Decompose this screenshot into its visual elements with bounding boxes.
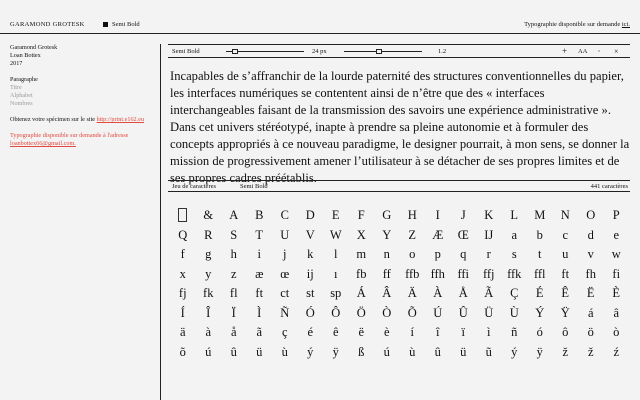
- glyph-cell[interactable]: Ì: [257, 305, 262, 320]
- nav-item-paragraphe[interactable]: Paragraphe: [10, 76, 38, 83]
- glyph-cell[interactable]: à: [205, 325, 212, 339]
- glyph-cell[interactable]: A: [229, 208, 239, 222]
- glyph-cell[interactable]: p: [434, 247, 441, 261]
- nav-item-nombres[interactable]: Nombres: [10, 100, 33, 107]
- glyph-cell[interactable]: ú: [383, 344, 390, 359]
- glyph-cell[interactable]: ffh: [430, 266, 445, 281]
- glyph-cell[interactable]: Ÿ: [560, 305, 570, 320]
- glyph-cell[interactable]: S: [230, 227, 238, 242]
- nav-item-alphabet[interactable]: Alphabet: [10, 92, 33, 99]
- glyph-cell[interactable]: g: [205, 247, 212, 261]
- glyph-cell[interactable]: sp: [330, 286, 342, 300]
- contact-note: [10, 132, 158, 148]
- glyph-cell[interactable]: ffj: [482, 266, 495, 281]
- glyph-cell[interactable]: Y: [382, 227, 392, 242]
- glyph-cell[interactable]: X: [356, 227, 366, 242]
- glyph-cell[interactable]: î: [436, 325, 440, 339]
- glyph-cell[interactable]: Ë: [586, 286, 595, 300]
- glyph-cell[interactable]: r: [486, 247, 491, 261]
- font-name: Garamond Grotesk: [10, 44, 58, 51]
- contact-email-link[interactable]: loanbottex66@gmail.com.: [10, 140, 76, 147]
- glyph-cell[interactable]: û: [230, 344, 237, 359]
- glyph-cell[interactable]: è: [383, 325, 390, 339]
- glyph-cell[interactable]: L: [510, 208, 519, 222]
- glyph-cell[interactable]: ÿ: [536, 344, 543, 359]
- glyph-cell[interactable]: ź: [613, 344, 620, 359]
- glyph-cell[interactable]: P: [612, 208, 620, 222]
- glyph-cell[interactable]: l: [334, 247, 338, 261]
- line-height-slider[interactable]: [344, 51, 422, 52]
- glyph-cell[interactable]: fi: [612, 266, 621, 281]
- glyph-cell[interactable]: Ù: [509, 305, 519, 320]
- case-toggle-icon[interactable]: AA: [578, 48, 588, 55]
- glyph-cell[interactable]: c: [562, 227, 569, 242]
- glyph-cell[interactable]: Á: [356, 286, 366, 300]
- glyph-cell[interactable]: I: [435, 208, 440, 222]
- specimen-text[interactable]: Incapables de s’affranchir de la lourde paternité des structures conventionnelles du papier, les interfaces numériques se contentent ainsi de n’être que des « interfaces interchangeables faisant de la transmission des savoirs une expérience administrative ». Dans cet univers stéréotypé, inapte à prendre sa pleine autonomie et à formuler des concepts appropriés à ce nouveau paradigme, le designer pourrait, à mon sens, se donner la mission de progressivement amener l’utilisateur à se détacher de ses propres limites et de ses propres cadres préétablis.: [170, 69, 630, 185]
- nav-item-titre[interactable]: Titre: [10, 84, 22, 91]
- glyph-cell[interactable]: a: [511, 227, 518, 242]
- style-dropdown[interactable]: Semi Bold: [172, 48, 200, 55]
- glyph-cell[interactable]: Ã: [484, 286, 494, 300]
- glyph-cell[interactable]: st: [306, 286, 315, 300]
- glyph-cell[interactable]: ò: [613, 325, 620, 339]
- size-value: 24 px: [312, 48, 327, 55]
- glyph-cell[interactable]: ë: [358, 325, 365, 339]
- glyph-cell[interactable]: ù: [281, 344, 288, 359]
- year: 2017: [10, 60, 23, 67]
- glyph-cell[interactable]: s: [511, 247, 517, 261]
- glyph-cell[interactable]: Å: [458, 286, 468, 300]
- glyph-cell[interactable]: R: [204, 227, 213, 242]
- glyph-cell[interactable]: ff: [382, 266, 391, 281]
- invert-icon[interactable]: ◦: [598, 48, 601, 55]
- glyph-cell[interactable]: ç: [281, 325, 288, 339]
- contact-note-text: Typographie disponible sur demande à l'adresse: [10, 132, 129, 139]
- glyph-cell[interactable]: b: [536, 227, 543, 242]
- glyph-cell[interactable]: Ô: [331, 305, 341, 320]
- specimen-link[interactable]: http://print.e162.eu: [96, 116, 145, 123]
- specimen-note: [10, 116, 158, 124]
- style-selector-label: Semi Bold: [112, 21, 140, 28]
- glyph-cell[interactable]: ã: [256, 325, 263, 339]
- glyph-cell[interactable]: n: [383, 247, 390, 261]
- glyph-cell[interactable]: ü: [460, 344, 467, 359]
- glyph-cell[interactable]: û: [434, 344, 441, 359]
- glyph-cell[interactable]: ffk: [507, 266, 522, 281]
- line-height-value: 1.2: [438, 48, 447, 55]
- glyph-cell[interactable]: É: [535, 286, 544, 300]
- top-bar: [0, 0, 640, 34]
- glyph-cell[interactable]: Ç: [510, 286, 519, 300]
- glyph-cell[interactable]: ú: [205, 344, 212, 359]
- charset-title: Jeu de caractères: [172, 183, 217, 190]
- glyph-cell[interactable]: V: [305, 227, 315, 242]
- glyph-cell[interactable]: Ó: [305, 305, 315, 320]
- glyph-cell[interactable]: i: [257, 247, 261, 261]
- sidebar: [10, 44, 158, 148]
- glyph-cell[interactable]: U: [280, 227, 290, 242]
- glyph-cell[interactable]: ž: [562, 344, 569, 359]
- divider: [160, 44, 161, 400]
- glyph-cell[interactable]: ffi: [457, 266, 470, 281]
- glyph-cell[interactable]: ı: [334, 266, 338, 281]
- charset-style[interactable]: Semi Bold: [240, 183, 268, 190]
- glyph-cell[interactable]: m: [356, 247, 367, 261]
- glyph-cell[interactable]: Æ: [432, 227, 444, 242]
- glyph-cell[interactable]: Ö: [356, 305, 366, 320]
- glyph-cell[interactable]: Ü: [484, 305, 494, 320]
- glyph-cell[interactable]: G: [382, 208, 392, 222]
- glyph-cell[interactable]: ó: [536, 325, 543, 339]
- glyph-cell[interactable]: Ý: [535, 305, 545, 320]
- glyph-cell[interactable]: K: [484, 208, 494, 222]
- glyph-cell[interactable]: W: [329, 227, 342, 242]
- glyph-cell[interactable]: k: [307, 247, 314, 261]
- glyph-cell[interactable]: ffl: [533, 266, 546, 281]
- brand-title[interactable]: GARAMOND GROTESK: [10, 21, 85, 28]
- glyph-cell[interactable]: t: [538, 247, 542, 261]
- glyph-cell[interactable]: Î: [206, 305, 211, 320]
- glyph-cell[interactable]: æ: [255, 266, 264, 281]
- glyph-cell[interactable]: v: [587, 247, 594, 261]
- glyph-cell[interactable]: ft: [561, 266, 570, 281]
- glyph-cell[interactable]: fk: [203, 286, 214, 300]
- glyph-cell[interactable]: T: [255, 227, 264, 242]
- glyph-cell[interactable]: u: [562, 247, 569, 261]
- glyph-cell[interactable]: Õ: [407, 305, 417, 320]
- glyph-cell[interactable]: M: [534, 208, 546, 222]
- add-icon[interactable]: +: [562, 46, 568, 56]
- glyph-cell[interactable]: Q: [178, 227, 188, 242]
- glyph-cell[interactable]: á: [587, 305, 594, 320]
- glyph-cell[interactable]: fb: [356, 266, 367, 281]
- glyph-cell[interactable]: F: [357, 208, 365, 222]
- glyph-cell[interactable]: ö: [587, 325, 594, 339]
- style-selector[interactable]: [103, 21, 140, 28]
- availability-link[interactable]: ici.: [621, 21, 630, 28]
- glyph-cell[interactable]: E: [331, 208, 340, 222]
- glyph-cell[interactable]: ß: [358, 344, 365, 359]
- glyph-cell[interactable]: IJ: [484, 227, 494, 242]
- glyph-cell[interactable]: h: [230, 247, 237, 261]
- line-height-slider-handle[interactable]: [376, 49, 382, 54]
- glyph-cell[interactable]: ä: [179, 325, 186, 339]
- glyph-notdef[interactable]: [178, 208, 187, 222]
- glyph-cell[interactable]: fj: [178, 286, 187, 300]
- glyph-cell[interactable]: Â: [382, 286, 392, 300]
- glyph-cell[interactable]: y: [205, 266, 212, 281]
- glyph-cell[interactable]: ô: [562, 325, 569, 339]
- glyph-cell[interactable]: O: [586, 208, 596, 222]
- glyph-cell[interactable]: À: [433, 286, 443, 300]
- glyph-cell[interactable]: ý: [511, 344, 518, 359]
- glyph-cell[interactable]: Û: [458, 305, 468, 320]
- glyph-cell[interactable]: ij: [306, 266, 314, 281]
- glyph-cell[interactable]: q: [460, 247, 467, 261]
- glyph-cell[interactable]: œ: [280, 266, 290, 281]
- charset-count: 441 caractères: [590, 183, 628, 190]
- glyph-cell[interactable]: d: [587, 227, 594, 242]
- glyph-cell[interactable]: J: [460, 208, 466, 222]
- glyph-cell[interactable]: w: [611, 247, 621, 261]
- availability-note: [524, 21, 630, 28]
- glyph-cell[interactable]: C: [280, 208, 289, 222]
- glyph-cell[interactable]: ý: [307, 344, 314, 359]
- size-slider[interactable]: [226, 51, 304, 52]
- glyph-cell[interactable]: H: [407, 208, 417, 222]
- glyph-cell[interactable]: o: [409, 247, 416, 261]
- glyph-cell[interactable]: fh: [585, 266, 596, 281]
- glyph-cell[interactable]: ü: [256, 344, 263, 359]
- glyph-cell[interactable]: Ï: [231, 305, 236, 320]
- glyph-cell[interactable]: í: [410, 325, 414, 339]
- glyph-cell[interactable]: ct: [280, 286, 290, 300]
- glyph-cell[interactable]: Ú: [433, 305, 443, 320]
- glyph-cell[interactable]: Í: [180, 305, 185, 320]
- glyph-cell[interactable]: õ: [179, 344, 186, 359]
- close-icon[interactable]: ×: [614, 47, 619, 56]
- glyph-cell[interactable]: È: [612, 286, 621, 300]
- author-name: Loan Bottex: [10, 52, 41, 59]
- availability-text: Typographie disponible sur demande: [524, 21, 622, 28]
- glyph-cell[interactable]: å: [230, 325, 237, 339]
- glyph-cell[interactable]: f: [180, 247, 185, 261]
- glyph-cell[interactable]: Ò: [382, 305, 392, 320]
- glyph-cell[interactable]: ffb: [405, 266, 420, 281]
- glyph-cell[interactable]: Ñ: [280, 305, 290, 320]
- glyph-cell[interactable]: j: [283, 247, 287, 261]
- glyph-cell[interactable]: z: [230, 266, 237, 281]
- glyph-cell[interactable]: ñ: [511, 325, 518, 339]
- controls-bar: [168, 44, 630, 58]
- glyph-cell[interactable]: ù: [409, 344, 416, 359]
- glyph-cell[interactable]: Z: [408, 227, 417, 242]
- glyph-cell[interactable]: é: [307, 325, 314, 339]
- glyph-cell[interactable]: ÿ: [332, 344, 339, 359]
- specimen-note-text: Obtenez votre spécimen sur le site: [10, 116, 97, 123]
- square-icon: [103, 22, 108, 27]
- glyph-cell[interactable]: ũ: [485, 344, 492, 359]
- glyph-cell[interactable]: B: [255, 208, 264, 222]
- glyph-cell[interactable]: Ä: [407, 286, 417, 300]
- glyph-cell[interactable]: fl: [229, 286, 238, 300]
- glyph-cell[interactable]: ft: [255, 286, 264, 300]
- charset-header: [168, 180, 630, 192]
- glyph-cell[interactable]: Œ: [457, 227, 469, 242]
- glyph-cell[interactable]: N: [560, 208, 570, 222]
- glyph-cell[interactable]: D: [305, 208, 315, 222]
- size-slider-handle[interactable]: [232, 49, 238, 54]
- glyph-cell[interactable]: ž: [587, 344, 594, 359]
- glyph-cell[interactable]: â: [613, 305, 620, 320]
- glyph-cell[interactable]: ê: [332, 325, 339, 339]
- glyph-cell[interactable]: x: [179, 266, 186, 281]
- glyph-cell[interactable]: e: [613, 227, 620, 242]
- glyph-cell[interactable]: &: [203, 208, 214, 222]
- glyph-cell[interactable]: ï: [461, 325, 465, 339]
- glyph-cell[interactable]: ì: [487, 325, 491, 339]
- glyph-grid: [170, 208, 630, 364]
- glyph-cell[interactable]: Ê: [561, 286, 570, 300]
